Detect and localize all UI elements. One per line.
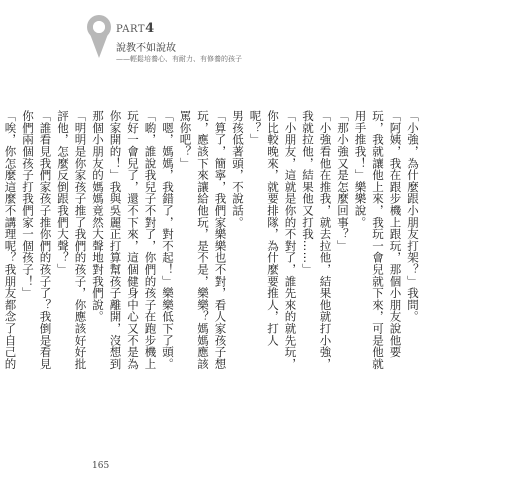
paragraph: 「唉，你怎麼這麼不講理呢？我朋友都念了自己的 [3, 110, 18, 370]
paragraph: 「小朋友，這就是你的不對了，誰先來的就先玩，你比較晚來，就要排隊，為什麼要推人，打人呢？」 [248, 110, 298, 370]
paragraph: 「明明是你家孩子推了我們的孩子，你應該好好批評他，怎麼反倒跟我們大聲？」 [56, 110, 88, 370]
paragraph: 「小強，為什麼跟小朋友打架？」我問。 [406, 110, 420, 323]
part-number: 4 [145, 21, 155, 36]
paragraph: 男孩低著頭，不說話。 [231, 110, 245, 228]
paragraph: 「那小強又是怎麼回事？」 [336, 110, 350, 252]
paragraph: 「阿姨，我在跟步機上跟玩，那個小朋友說他要玩，我就讓他上來，我玩一會兒就下來，可是他就用手推我！」樂樂說。 [353, 110, 403, 370]
paragraph: 「小強看他在推我，就去拉他，結果他就打小強，我就拉他，結果他又打我……」 [301, 110, 333, 370]
page-number: 165 [92, 461, 110, 471]
paragraph: 「誰看見我們家孩子推你們的孩子了？我倒是看見你們兩個孩子打我們家一個孩子！」 [21, 110, 53, 370]
body-text [3, 110, 421, 370]
location-pin-icon [86, 14, 112, 60]
paragraph: 「喲，誰說我兒子不對了，你們的孩子在跑步機上玩好一會兒了，還不下來，這個健身中心又不是為你家開的！」我與吳麗正打算幫孩子離開，沒想到那個小朋友的媽媽竟然大聲地對我們說。 [91, 110, 158, 370]
paragraph: 「嗯，媽媽，我錯了，對不起！」樂樂低下了頭。 [161, 110, 175, 370]
section-tagline: ——輕鬆培養心、有耐力、有修養的孩子 [116, 55, 242, 63]
paragraph: 「算了，簡寧，我們家樂樂也不對，看人家孩子想玩，應該下來讓給他玩，是不是，樂樂？媽媽應該罵你吧？」 [178, 110, 228, 370]
section-title: 說教不如說故 [116, 43, 176, 54]
part-label-text: PART [116, 24, 146, 35]
chapter-header [86, 14, 306, 70]
part-label [116, 21, 155, 36]
